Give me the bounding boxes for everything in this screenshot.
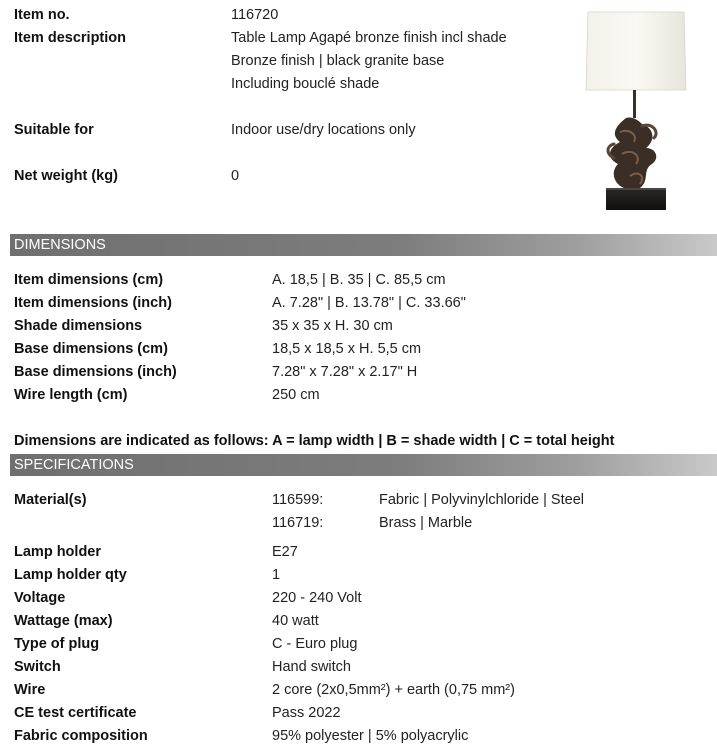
item-dimensions-inch-value: A. 7.28" | B. 13.78" | C. 33.66": [272, 295, 466, 311]
dimensions-section-header: DIMENSIONS: [10, 234, 717, 256]
item-description-line: Table Lamp Agapé bronze finish incl shade: [231, 30, 507, 46]
shade-dimensions-value: 35 x 35 x H. 30 cm: [272, 318, 393, 334]
plug-type-value: C - Euro plug: [272, 636, 358, 652]
suitable-for-label: Suitable for: [14, 122, 94, 138]
net-weight-value: 0: [231, 168, 240, 184]
base-dimensions-cm-label: Base dimensions (cm): [14, 341, 168, 357]
switch-label: Switch: [14, 659, 61, 675]
ce-certificate-label: CE test certificate: [14, 705, 137, 721]
material-code: 116719:: [272, 515, 324, 531]
switch-value: Hand switch: [272, 659, 351, 675]
material-code: 116599:: [272, 492, 324, 508]
lamp-holder-label: Lamp holder: [14, 544, 102, 560]
item-description-label: Item description: [14, 30, 126, 46]
voltage-value: 220 - 240 Volt: [272, 590, 362, 606]
fabric-composition-label: Fabric composition: [14, 728, 148, 744]
ce-certificate-value: Pass 2022: [272, 705, 341, 721]
suitable-for-value: Indoor use/dry locations only: [231, 122, 416, 138]
plug-type-label: Type of plug: [14, 636, 100, 652]
base-dimensions-cm-value: 18,5 x 18,5 x H. 5,5 cm: [272, 341, 422, 357]
voltage-label: Voltage: [14, 590, 66, 606]
net-weight-label: Net weight (kg): [14, 168, 118, 184]
material-value: Brass | Marble: [379, 515, 473, 531]
base-dimensions-inch-value: 7.28" x 7.28" x 2.17" H: [272, 364, 418, 380]
wire-length-value: 250 cm: [272, 387, 320, 403]
specifications-section-header: SPECIFICATIONS: [10, 454, 717, 476]
item-no-value: 116720: [231, 7, 279, 23]
dimensions-legend-note: Dimensions are indicated as follows: A = lamp width | B = shade width | C = total height: [14, 433, 615, 449]
lamp-holder-qty-label: Lamp holder qty: [14, 567, 127, 583]
fabric-composition-value: 95% polyester | 5% polyacrylic: [272, 728, 469, 744]
item-dimensions-inch-label: Item dimensions (inch): [14, 295, 172, 311]
base-dimensions-inch-label: Base dimensions (inch): [14, 364, 177, 380]
materials-label: Material(s): [14, 492, 87, 508]
wattage-label: Wattage (max): [14, 613, 113, 629]
table-lamp-product-photo: [580, 8, 690, 218]
item-dimensions-cm-label: Item dimensions (cm): [14, 272, 164, 288]
item-description-line: Including bouclé shade: [231, 76, 380, 92]
wattage-value: 40 watt: [272, 613, 319, 629]
item-dimensions-cm-value: A. 18,5 | B. 35 | C. 85,5 cm: [272, 272, 446, 288]
lamp-holder-value: E27: [272, 544, 298, 560]
shade-dimensions-label: Shade dimensions: [14, 318, 143, 334]
wire-length-label: Wire length (cm): [14, 387, 128, 403]
material-value: Fabric | Polyvinylchloride | Steel: [379, 492, 584, 508]
item-no-label: Item no.: [14, 7, 70, 23]
lamp-holder-qty-value: 1: [272, 567, 281, 583]
item-description-line: Bronze finish | black granite base: [231, 53, 445, 69]
wire-label: Wire: [14, 682, 46, 698]
wire-value: 2 core (2x0,5mm²) + earth (0,75 mm²): [272, 682, 515, 698]
